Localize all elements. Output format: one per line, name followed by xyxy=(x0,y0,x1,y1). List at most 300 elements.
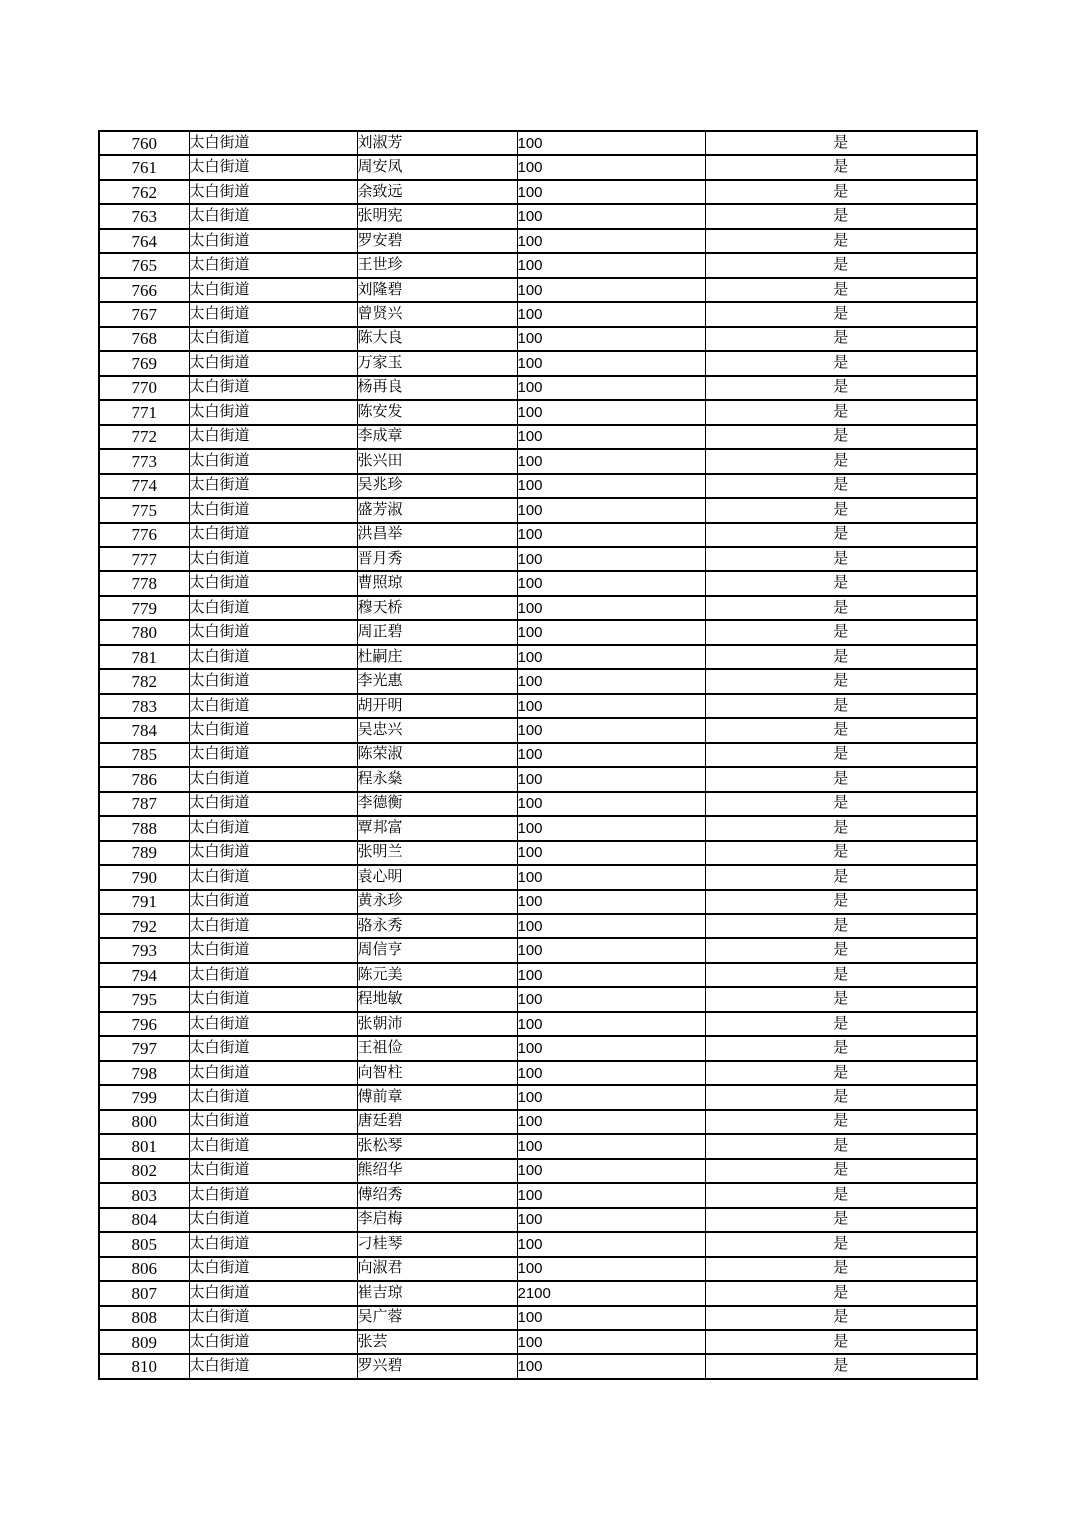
row-number-cell: 776 xyxy=(99,523,189,547)
row-number-cell: 791 xyxy=(99,890,189,914)
street-cell: 太白街道 xyxy=(189,253,357,277)
street-cell: 太白街道 xyxy=(189,1110,357,1134)
amount-cell: 100 xyxy=(517,204,705,228)
table-row xyxy=(99,914,977,938)
row-number-cell: 792 xyxy=(99,914,189,938)
name-cell: 杨再良 xyxy=(357,376,517,400)
row-number-cell: 789 xyxy=(99,841,189,865)
name-cell: 陈大良 xyxy=(357,327,517,351)
row-number-cell: 761 xyxy=(99,155,189,179)
table-row xyxy=(99,865,977,889)
street-cell: 太白街道 xyxy=(189,596,357,620)
flag-cell: 是 xyxy=(705,204,977,228)
amount-cell: 100 xyxy=(517,1257,705,1281)
flag-cell: 是 xyxy=(705,718,977,742)
table-row xyxy=(99,1232,977,1256)
street-cell: 太白街道 xyxy=(189,376,357,400)
flag-cell: 是 xyxy=(705,1306,977,1330)
name-cell: 李德衡 xyxy=(357,792,517,816)
table-row xyxy=(99,1281,977,1305)
amount-cell: 100 xyxy=(517,767,705,791)
row-number-cell: 807 xyxy=(99,1281,189,1305)
amount-cell: 100 xyxy=(517,1110,705,1134)
street-cell: 太白街道 xyxy=(189,1330,357,1354)
name-cell: 杜嗣庄 xyxy=(357,645,517,669)
table-row xyxy=(99,229,977,253)
street-cell: 太白街道 xyxy=(189,180,357,204)
street-cell: 太白街道 xyxy=(189,865,357,889)
amount-cell: 100 xyxy=(517,1085,705,1109)
flag-cell: 是 xyxy=(705,1085,977,1109)
table-row xyxy=(99,449,977,473)
row-number-cell: 784 xyxy=(99,718,189,742)
street-cell: 太白街道 xyxy=(189,718,357,742)
table-row xyxy=(99,155,977,179)
flag-cell: 是 xyxy=(705,278,977,302)
name-cell: 万家玉 xyxy=(357,351,517,375)
amount-cell: 100 xyxy=(517,1036,705,1060)
row-number-cell: 808 xyxy=(99,1306,189,1330)
flag-cell: 是 xyxy=(705,620,977,644)
amount-cell: 100 xyxy=(517,596,705,620)
table-row xyxy=(99,523,977,547)
name-cell: 刘淑芳 xyxy=(357,131,517,155)
amount-cell: 100 xyxy=(517,351,705,375)
flag-cell: 是 xyxy=(705,376,977,400)
flag-cell: 是 xyxy=(705,327,977,351)
flag-cell: 是 xyxy=(705,792,977,816)
row-number-cell: 809 xyxy=(99,1330,189,1354)
street-cell: 太白街道 xyxy=(189,155,357,179)
street-cell: 太白街道 xyxy=(189,987,357,1011)
table-row xyxy=(99,743,977,767)
amount-cell: 100 xyxy=(517,547,705,571)
street-cell: 太白街道 xyxy=(189,1159,357,1183)
table-row xyxy=(99,1110,977,1134)
name-cell: 程永燊 xyxy=(357,767,517,791)
name-cell: 袁心明 xyxy=(357,865,517,889)
name-cell: 穆天桥 xyxy=(357,596,517,620)
table-row xyxy=(99,327,977,351)
table-row xyxy=(99,571,977,595)
table-row xyxy=(99,1306,977,1330)
flag-cell: 是 xyxy=(705,767,977,791)
flag-cell: 是 xyxy=(705,498,977,522)
table-row xyxy=(99,131,977,155)
name-cell: 张明宪 xyxy=(357,204,517,228)
name-cell: 晋月秀 xyxy=(357,547,517,571)
name-cell: 胡开明 xyxy=(357,694,517,718)
row-number-cell: 774 xyxy=(99,474,189,498)
name-cell: 张兴田 xyxy=(357,449,517,473)
name-cell: 向淑君 xyxy=(357,1257,517,1281)
name-cell: 罗安碧 xyxy=(357,229,517,253)
name-cell: 刘隆碧 xyxy=(357,278,517,302)
flag-cell: 是 xyxy=(705,645,977,669)
street-cell: 太白街道 xyxy=(189,498,357,522)
street-cell: 太白街道 xyxy=(189,1085,357,1109)
street-cell: 太白街道 xyxy=(189,620,357,644)
street-cell: 太白街道 xyxy=(189,694,357,718)
name-cell: 周信亨 xyxy=(357,938,517,962)
name-cell: 张松琴 xyxy=(357,1134,517,1158)
street-cell: 太白街道 xyxy=(189,425,357,449)
row-number-cell: 773 xyxy=(99,449,189,473)
amount-cell: 100 xyxy=(517,1061,705,1085)
amount-cell: 100 xyxy=(517,792,705,816)
flag-cell: 是 xyxy=(705,963,977,987)
flag-cell: 是 xyxy=(705,1110,977,1134)
street-cell: 太白街道 xyxy=(189,890,357,914)
row-number-cell: 790 xyxy=(99,865,189,889)
street-cell: 太白街道 xyxy=(189,302,357,326)
table-row xyxy=(99,1208,977,1232)
flag-cell: 是 xyxy=(705,669,977,693)
row-number-cell: 764 xyxy=(99,229,189,253)
amount-cell: 100 xyxy=(517,498,705,522)
amount-cell: 100 xyxy=(517,669,705,693)
street-cell: 太白街道 xyxy=(189,1257,357,1281)
amount-cell: 100 xyxy=(517,1012,705,1036)
flag-cell: 是 xyxy=(705,449,977,473)
amount-cell: 100 xyxy=(517,1134,705,1158)
street-cell: 太白街道 xyxy=(189,1281,357,1305)
street-cell: 太白街道 xyxy=(189,571,357,595)
flag-cell: 是 xyxy=(705,571,977,595)
row-number-cell: 763 xyxy=(99,204,189,228)
street-cell: 太白街道 xyxy=(189,131,357,155)
name-cell: 陈荣淑 xyxy=(357,743,517,767)
flag-cell: 是 xyxy=(705,474,977,498)
row-number-cell: 770 xyxy=(99,376,189,400)
name-cell: 唐廷碧 xyxy=(357,1110,517,1134)
amount-cell: 100 xyxy=(517,474,705,498)
flag-cell: 是 xyxy=(705,694,977,718)
flag-cell: 是 xyxy=(705,1208,977,1232)
flag-cell: 是 xyxy=(705,1134,977,1158)
street-cell: 太白街道 xyxy=(189,938,357,962)
table-row xyxy=(99,963,977,987)
flag-cell: 是 xyxy=(705,890,977,914)
beneficiary-table xyxy=(98,130,978,1380)
name-cell: 罗兴碧 xyxy=(357,1354,517,1379)
row-number-cell: 780 xyxy=(99,620,189,644)
row-number-cell: 762 xyxy=(99,180,189,204)
table-row xyxy=(99,547,977,571)
table-row xyxy=(99,376,977,400)
table-row xyxy=(99,204,977,228)
amount-cell: 100 xyxy=(517,376,705,400)
row-number-cell: 760 xyxy=(99,131,189,155)
name-cell: 李成章 xyxy=(357,425,517,449)
street-cell: 太白街道 xyxy=(189,474,357,498)
flag-cell: 是 xyxy=(705,400,977,424)
street-cell: 太白街道 xyxy=(189,767,357,791)
flag-cell: 是 xyxy=(705,547,977,571)
row-number-cell: 783 xyxy=(99,694,189,718)
amount-cell: 100 xyxy=(517,694,705,718)
flag-cell: 是 xyxy=(705,425,977,449)
flag-cell: 是 xyxy=(705,180,977,204)
table-row xyxy=(99,1085,977,1109)
table-row xyxy=(99,1183,977,1207)
flag-cell: 是 xyxy=(705,351,977,375)
street-cell: 太白街道 xyxy=(189,645,357,669)
row-number-cell: 803 xyxy=(99,1183,189,1207)
flag-cell: 是 xyxy=(705,1330,977,1354)
table-row xyxy=(99,400,977,424)
amount-cell: 100 xyxy=(517,645,705,669)
flag-cell: 是 xyxy=(705,253,977,277)
street-cell: 太白街道 xyxy=(189,278,357,302)
table-row xyxy=(99,645,977,669)
amount-cell: 100 xyxy=(517,816,705,840)
flag-cell: 是 xyxy=(705,1183,977,1207)
street-cell: 太白街道 xyxy=(189,1232,357,1256)
table-row xyxy=(99,938,977,962)
amount-cell: 100 xyxy=(517,1354,705,1379)
amount-cell: 100 xyxy=(517,180,705,204)
table-row xyxy=(99,351,977,375)
name-cell: 余致远 xyxy=(357,180,517,204)
street-cell: 太白街道 xyxy=(189,229,357,253)
amount-cell: 100 xyxy=(517,1183,705,1207)
street-cell: 太白街道 xyxy=(189,204,357,228)
name-cell: 周正碧 xyxy=(357,620,517,644)
street-cell: 太白街道 xyxy=(189,1061,357,1085)
name-cell: 傅前章 xyxy=(357,1085,517,1109)
table-row xyxy=(99,278,977,302)
row-number-cell: 796 xyxy=(99,1012,189,1036)
flag-cell: 是 xyxy=(705,841,977,865)
street-cell: 太白街道 xyxy=(189,816,357,840)
table-row xyxy=(99,1012,977,1036)
amount-cell: 100 xyxy=(517,400,705,424)
amount-cell: 100 xyxy=(517,155,705,179)
row-number-cell: 767 xyxy=(99,302,189,326)
table-row xyxy=(99,890,977,914)
row-number-cell: 769 xyxy=(99,351,189,375)
amount-cell: 100 xyxy=(517,865,705,889)
name-cell: 吴兆珍 xyxy=(357,474,517,498)
name-cell: 张朝沛 xyxy=(357,1012,517,1036)
table-row xyxy=(99,425,977,449)
name-cell: 洪昌举 xyxy=(357,523,517,547)
flag-cell: 是 xyxy=(705,987,977,1011)
name-cell: 周安凤 xyxy=(357,155,517,179)
table-row xyxy=(99,620,977,644)
street-cell: 太白街道 xyxy=(189,400,357,424)
flag-cell: 是 xyxy=(705,816,977,840)
row-number-cell: 797 xyxy=(99,1036,189,1060)
name-cell: 熊绍华 xyxy=(357,1159,517,1183)
row-number-cell: 768 xyxy=(99,327,189,351)
amount-cell: 100 xyxy=(517,253,705,277)
row-number-cell: 778 xyxy=(99,571,189,595)
flag-cell: 是 xyxy=(705,523,977,547)
flag-cell: 是 xyxy=(705,1012,977,1036)
row-number-cell: 799 xyxy=(99,1085,189,1109)
name-cell: 程地敏 xyxy=(357,987,517,1011)
amount-cell: 100 xyxy=(517,938,705,962)
name-cell: 覃邦富 xyxy=(357,816,517,840)
amount-cell: 100 xyxy=(517,229,705,253)
name-cell: 陈元美 xyxy=(357,963,517,987)
amount-cell: 100 xyxy=(517,914,705,938)
row-number-cell: 777 xyxy=(99,547,189,571)
name-cell: 李启梅 xyxy=(357,1208,517,1232)
table-body xyxy=(99,131,977,1379)
name-cell: 骆永秀 xyxy=(357,914,517,938)
flag-cell: 是 xyxy=(705,131,977,155)
flag-cell: 是 xyxy=(705,1232,977,1256)
row-number-cell: 772 xyxy=(99,425,189,449)
table-row xyxy=(99,1061,977,1085)
table-row xyxy=(99,1134,977,1158)
flag-cell: 是 xyxy=(705,1354,977,1379)
table-row xyxy=(99,596,977,620)
amount-cell: 100 xyxy=(517,1330,705,1354)
name-cell: 刁桂琴 xyxy=(357,1232,517,1256)
table-row xyxy=(99,1159,977,1183)
row-number-cell: 793 xyxy=(99,938,189,962)
street-cell: 太白街道 xyxy=(189,841,357,865)
amount-cell: 100 xyxy=(517,571,705,595)
name-cell: 李光惠 xyxy=(357,669,517,693)
amount-cell: 100 xyxy=(517,718,705,742)
flag-cell: 是 xyxy=(705,1257,977,1281)
table-row xyxy=(99,669,977,693)
amount-cell: 100 xyxy=(517,743,705,767)
amount-cell: 100 xyxy=(517,1159,705,1183)
flag-cell: 是 xyxy=(705,302,977,326)
table-row xyxy=(99,767,977,791)
flag-cell: 是 xyxy=(705,1159,977,1183)
row-number-cell: 766 xyxy=(99,278,189,302)
row-number-cell: 798 xyxy=(99,1061,189,1085)
name-cell: 向智柱 xyxy=(357,1061,517,1085)
table-row xyxy=(99,498,977,522)
row-number-cell: 775 xyxy=(99,498,189,522)
flag-cell: 是 xyxy=(705,596,977,620)
table-row xyxy=(99,1330,977,1354)
street-cell: 太白街道 xyxy=(189,1183,357,1207)
amount-cell: 100 xyxy=(517,620,705,644)
table-row xyxy=(99,841,977,865)
amount-cell: 100 xyxy=(517,523,705,547)
street-cell: 太白街道 xyxy=(189,1354,357,1379)
street-cell: 太白街道 xyxy=(189,1306,357,1330)
name-cell: 崔吉琼 xyxy=(357,1281,517,1305)
street-cell: 太白街道 xyxy=(189,547,357,571)
name-cell: 曾贤兴 xyxy=(357,302,517,326)
name-cell: 王世珍 xyxy=(357,253,517,277)
name-cell: 曹照琼 xyxy=(357,571,517,595)
street-cell: 太白街道 xyxy=(189,1134,357,1158)
table-row xyxy=(99,474,977,498)
amount-cell: 100 xyxy=(517,449,705,473)
table-row xyxy=(99,792,977,816)
name-cell: 陈安发 xyxy=(357,400,517,424)
amount-cell: 100 xyxy=(517,302,705,326)
table-row xyxy=(99,302,977,326)
street-cell: 太白街道 xyxy=(189,1012,357,1036)
name-cell: 吴忠兴 xyxy=(357,718,517,742)
amount-cell: 100 xyxy=(517,425,705,449)
name-cell: 黄永珍 xyxy=(357,890,517,914)
row-number-cell: 765 xyxy=(99,253,189,277)
row-number-cell: 804 xyxy=(99,1208,189,1232)
table-row xyxy=(99,253,977,277)
street-cell: 太白街道 xyxy=(189,1208,357,1232)
street-cell: 太白街道 xyxy=(189,914,357,938)
row-number-cell: 805 xyxy=(99,1232,189,1256)
row-number-cell: 785 xyxy=(99,743,189,767)
amount-cell: 100 xyxy=(517,987,705,1011)
row-number-cell: 786 xyxy=(99,767,189,791)
flag-cell: 是 xyxy=(705,1036,977,1060)
amount-cell: 100 xyxy=(517,890,705,914)
amount-cell: 100 xyxy=(517,1306,705,1330)
amount-cell: 100 xyxy=(517,963,705,987)
row-number-cell: 794 xyxy=(99,963,189,987)
row-number-cell: 779 xyxy=(99,596,189,620)
street-cell: 太白街道 xyxy=(189,351,357,375)
flag-cell: 是 xyxy=(705,1281,977,1305)
amount-cell: 100 xyxy=(517,278,705,302)
table-row xyxy=(99,987,977,1011)
amount-cell: 100 xyxy=(517,1232,705,1256)
row-number-cell: 806 xyxy=(99,1257,189,1281)
row-number-cell: 800 xyxy=(99,1110,189,1134)
name-cell: 盛芳淑 xyxy=(357,498,517,522)
table-row xyxy=(99,816,977,840)
flag-cell: 是 xyxy=(705,865,977,889)
street-cell: 太白街道 xyxy=(189,743,357,767)
name-cell: 傅绍秀 xyxy=(357,1183,517,1207)
street-cell: 太白街道 xyxy=(189,792,357,816)
row-number-cell: 788 xyxy=(99,816,189,840)
street-cell: 太白街道 xyxy=(189,449,357,473)
table-row xyxy=(99,1036,977,1060)
amount-cell: 100 xyxy=(517,131,705,155)
row-number-cell: 781 xyxy=(99,645,189,669)
table-row xyxy=(99,1257,977,1281)
row-number-cell: 795 xyxy=(99,987,189,1011)
table-row xyxy=(99,718,977,742)
flag-cell: 是 xyxy=(705,914,977,938)
row-number-cell: 810 xyxy=(99,1354,189,1379)
street-cell: 太白街道 xyxy=(189,963,357,987)
amount-cell: 100 xyxy=(517,327,705,351)
amount-cell: 100 xyxy=(517,1208,705,1232)
name-cell: 吴广蓉 xyxy=(357,1306,517,1330)
street-cell: 太白街道 xyxy=(189,523,357,547)
row-number-cell: 787 xyxy=(99,792,189,816)
row-number-cell: 802 xyxy=(99,1159,189,1183)
flag-cell: 是 xyxy=(705,1061,977,1085)
flag-cell: 是 xyxy=(705,229,977,253)
row-number-cell: 782 xyxy=(99,669,189,693)
flag-cell: 是 xyxy=(705,938,977,962)
amount-cell: 2100 xyxy=(517,1281,705,1305)
street-cell: 太白街道 xyxy=(189,327,357,351)
street-cell: 太白街道 xyxy=(189,1036,357,1060)
table-row xyxy=(99,180,977,204)
table-row xyxy=(99,1354,977,1379)
name-cell: 王祖俭 xyxy=(357,1036,517,1060)
name-cell: 张芸 xyxy=(357,1330,517,1354)
